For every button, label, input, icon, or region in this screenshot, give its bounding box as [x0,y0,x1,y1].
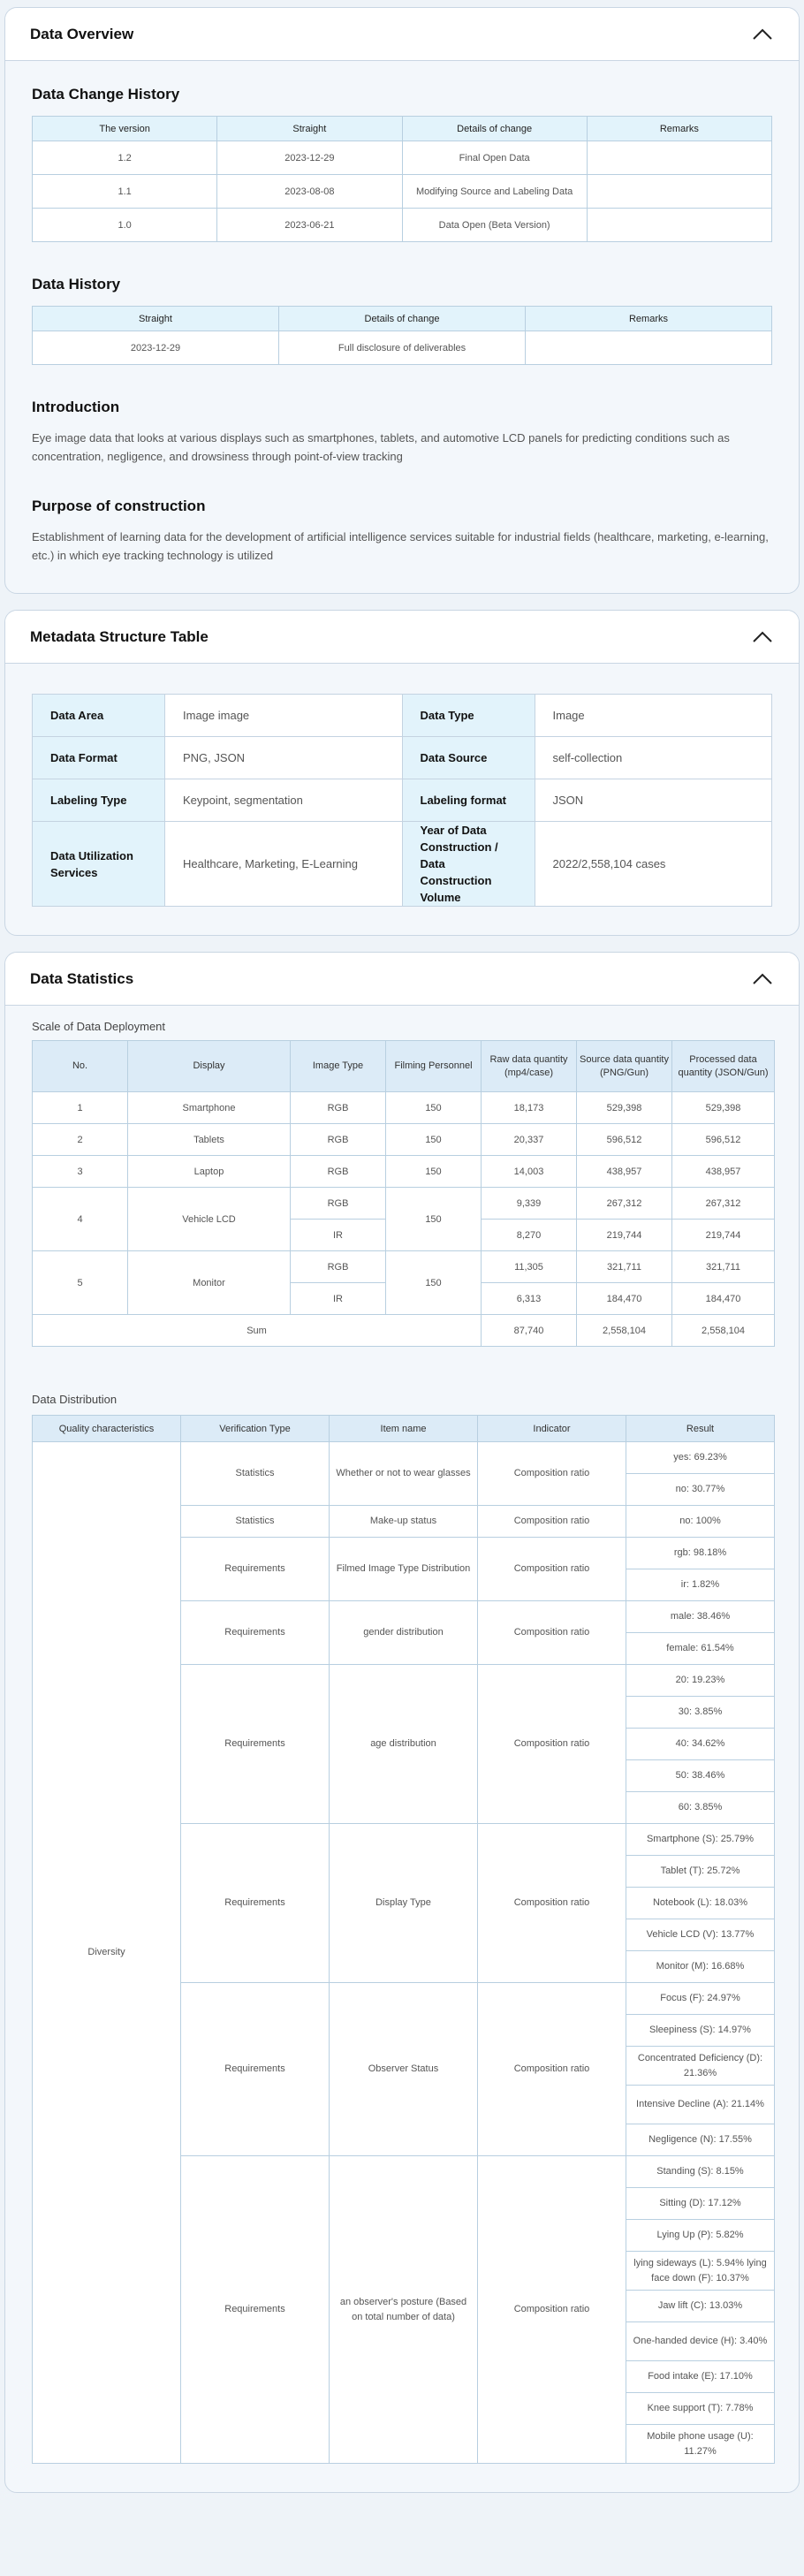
table-cell: 1.0 [33,209,217,242]
history-table [32,306,772,365]
result-value: ir: 1.82% [626,1569,775,1601]
metadata-value: self-collection [535,737,772,779]
result-value: Sleepiness (S): 14.97% [626,2015,775,2047]
column-header: Remarks [587,117,771,141]
table-row [33,1442,775,1474]
result-value: lying sideways (L): 5.94% lying face down (F): 10.37% [626,2252,775,2291]
processed-quantity: 596,512 [672,1124,775,1156]
scale-caption: Scale of Data Deployment [32,1020,166,1033]
image-type: RGB [291,1188,386,1220]
display-name: Tablets [128,1124,291,1156]
source-quantity: 529,398 [577,1092,672,1124]
data-statistics-body [5,1006,799,2492]
processed-quantity: 184,470 [672,1283,775,1315]
table-cell: Modifying Source and Labeling Data [402,175,587,209]
metadata-key: Labeling Type [33,779,165,822]
result-value: Mobile phone usage (U): 11.27% [626,2425,775,2464]
scale-table [32,1040,775,1347]
column-header: Raw data quantity (mp4/case) [482,1041,577,1092]
image-type: RGB [291,1124,386,1156]
table-cell: 2023-12-29 [217,141,402,175]
result-value: Intensive Decline (A): 21.14% [626,2086,775,2124]
metadata-panel [4,610,800,936]
row-number: 1 [33,1092,128,1124]
column-header: Filming Personnel [386,1041,482,1092]
table-cell: Data Open (Beta Version) [402,209,587,242]
column-header: Details of change [402,117,587,141]
indicator: Composition ratio [478,2156,626,2464]
result-value: Food intake (E): 17.10% [626,2361,775,2393]
row-number: 4 [33,1188,128,1251]
indicator: Composition ratio [478,1506,626,1538]
item-name: an observer's posture (Based on total number of data) [330,2156,478,2464]
filming-personnel: 150 [386,1251,482,1315]
metadata-table [32,694,772,907]
indicator: Composition ratio [478,1983,626,2156]
column-header: The version [33,117,217,141]
chevron-up-icon[interactable] [751,628,774,646]
metadata-value: Image [535,695,772,737]
filming-personnel: 150 [386,1188,482,1251]
column-header: Result [626,1416,775,1442]
column-header: Processed data quantity (JSON/Gun) [672,1041,775,1092]
item-name: Filmed Image Type Distribution [330,1538,478,1601]
result-value: yes: 69.23% [626,1442,775,1474]
verification-type: Requirements [181,1538,330,1601]
indicator: Composition ratio [478,1824,626,1983]
result-value: Smartphone (S): 25.79% [626,1824,775,1856]
indicator: Composition ratio [478,1601,626,1665]
source-quantity: 321,711 [577,1251,672,1283]
metadata-row [33,779,772,822]
item-name: age distribution [330,1665,478,1824]
change-history-title: Data Change History [32,86,180,103]
change-history-table [32,116,772,242]
metadata-key: Labeling format [402,779,535,822]
column-header: Details of change [279,307,526,331]
processed-quantity: 321,711 [672,1251,775,1283]
processed-quantity: 267,312 [672,1188,775,1220]
image-type: RGB [291,1092,386,1124]
panel-title: Data Overview [30,25,134,42]
column-header: Remarks [526,307,772,331]
data-overview-header[interactable] [5,8,799,61]
metadata-body [5,664,799,935]
indicator: Composition ratio [478,1442,626,1506]
result-value: 50: 38.46% [626,1760,775,1792]
column-header: Item name [330,1416,478,1442]
metadata-value: Keypoint, segmentation [165,779,403,822]
result-value: Vehicle LCD (V): 13.77% [626,1919,775,1951]
distribution-table [32,1415,775,2464]
column-header: No. [33,1041,128,1092]
row-number: 3 [33,1156,128,1188]
row-number: 5 [33,1251,128,1315]
image-type: RGB [291,1156,386,1188]
source-quantity: 184,470 [577,1283,672,1315]
column-header: Display [128,1041,291,1092]
column-header: Image Type [291,1041,386,1092]
verification-type: Requirements [181,1824,330,1983]
data-statistics-header[interactable] [5,953,799,1006]
item-name: Make-up status [330,1506,478,1538]
chevron-up-icon[interactable] [751,970,774,988]
panel-title: Data Statistics [30,969,134,987]
processed-quantity: 438,957 [672,1156,775,1188]
result-value: rgb: 98.18% [626,1538,775,1569]
indicator: Composition ratio [478,1538,626,1601]
metadata-value: Healthcare, Marketing, E-Learning [165,822,403,907]
image-type: RGB [291,1251,386,1283]
result-value: Lying Up (P): 5.82% [626,2220,775,2252]
table-row [33,209,772,242]
table-cell: 1.2 [33,141,217,175]
image-type: IR [291,1220,386,1251]
raw-quantity: 14,003 [482,1156,577,1188]
table-cell [587,209,771,242]
column-header: Verification Type [181,1416,330,1442]
result-value: Negligence (N): 17.55% [626,2124,775,2156]
purpose-title: Purpose of construction [32,498,206,514]
source-quantity: 219,744 [577,1220,672,1251]
result-value: Monitor (M): 16.68% [626,1951,775,1983]
result-value: female: 61.54% [626,1633,775,1665]
metadata-key: Data Format [33,737,165,779]
display-name: Monitor [128,1251,291,1315]
raw-quantity: 20,337 [482,1124,577,1156]
raw-quantity: 8,270 [482,1220,577,1251]
history-title: Data History [32,276,121,293]
result-value: Knee support (T): 7.78% [626,2393,775,2425]
table-cell: Final Open Data [402,141,587,175]
table-cell [587,175,771,209]
result-value: One-handed device (H): 3.40% [626,2322,775,2361]
table-row [33,175,772,209]
table-row [33,331,772,365]
table-cell: 2023-12-29 [33,331,279,365]
column-header: Straight [33,307,279,331]
data-statistics-panel [4,952,800,2493]
verification-type: Requirements [181,1983,330,2156]
display-name: Smartphone [128,1092,291,1124]
filming-personnel: 150 [386,1092,482,1124]
table-row [33,1092,775,1124]
verification-type: Statistics [181,1442,330,1506]
metadata-row [33,737,772,779]
sum-row [33,1315,775,1347]
chevron-up-icon[interactable] [751,26,774,43]
item-name: Whether or not to wear glasses [330,1442,478,1506]
metadata-value: JSON [535,779,772,822]
table-row [33,1188,775,1220]
processed-quantity: 219,744 [672,1220,775,1251]
panel-title: Metadata Structure Table [30,627,209,645]
display-name: Vehicle LCD [128,1188,291,1251]
item-name: Display Type [330,1824,478,1983]
raw-quantity: 18,173 [482,1092,577,1124]
data-overview-body [5,61,799,593]
result-value: Sitting (D): 17.12% [626,2188,775,2220]
raw-quantity: 9,339 [482,1188,577,1220]
table-row [33,1251,775,1283]
raw-quantity: 11,305 [482,1251,577,1283]
verification-type: Requirements [181,1601,330,1665]
column-header: Source data quantity (PNG/Gun) [577,1041,672,1092]
result-value: Notebook (L): 18.03% [626,1888,775,1919]
column-header: Straight [217,117,402,141]
metadata-key: Data Type [402,695,535,737]
sum-label: Sum [33,1315,482,1347]
metadata-header[interactable] [5,611,799,664]
distribution-caption: Data Distribution [32,1393,118,1406]
filming-personnel: 150 [386,1124,482,1156]
item-name: gender distribution [330,1601,478,1665]
verification-type: Requirements [181,1665,330,1824]
table-row [33,141,772,175]
sum-processed: 2,558,104 [672,1315,775,1347]
result-value: Jaw lift (C): 13.03% [626,2291,775,2322]
result-value: 30: 3.85% [626,1697,775,1729]
result-value: no: 30.77% [626,1474,775,1506]
display-name: Laptop [128,1156,291,1188]
indicator: Composition ratio [478,1665,626,1824]
source-quantity: 438,957 [577,1156,672,1188]
metadata-key: Data Area [33,695,165,737]
result-value: Tablet (T): 25.72% [626,1856,775,1888]
metadata-row [33,822,772,907]
sum-source: 2,558,104 [577,1315,672,1347]
result-value: 60: 3.85% [626,1792,775,1824]
quality-characteristic: Diversity [33,1442,181,2464]
raw-quantity: 6,313 [482,1283,577,1315]
introduction-title: Introduction [32,399,120,415]
processed-quantity: 529,398 [672,1092,775,1124]
result-value: Concentrated Deficiency (D): 21.36% [626,2047,775,2086]
source-quantity: 267,312 [577,1188,672,1220]
result-value: 40: 34.62% [626,1729,775,1760]
metadata-row [33,695,772,737]
table-cell: Full disclosure of deliverables [279,331,526,365]
metadata-key: Year of Data Construction / Data Construction Volume [402,822,535,907]
result-value: Standing (S): 8.15% [626,2156,775,2188]
table-row [33,1156,775,1188]
table-cell [526,331,772,365]
metadata-key: Data Source [402,737,535,779]
metadata-key: Data Utilization Services [33,822,165,907]
table-cell [587,141,771,175]
metadata-value: Image image [165,695,403,737]
filming-personnel: 150 [386,1156,482,1188]
verification-type: Requirements [181,2156,330,2464]
result-value: 20: 19.23% [626,1665,775,1697]
table-cell: 2023-06-21 [217,209,402,242]
table-cell: 1.1 [33,175,217,209]
table-row [33,1124,775,1156]
purpose-text: Establishment of learning data for the development of artificial intelligence services suitable for industrial fields (healthcare, marketing, e-learning, etc.) in which eye tracking technology is utilized [32,530,769,562]
item-name: Observer Status [330,1983,478,2156]
table-cell: 2023-08-08 [217,175,402,209]
result-value: male: 38.46% [626,1601,775,1633]
result-value: no: 100% [626,1506,775,1538]
source-quantity: 596,512 [577,1124,672,1156]
column-header: Indicator [478,1416,626,1442]
metadata-value: PNG, JSON [165,737,403,779]
verification-type: Statistics [181,1506,330,1538]
image-type: IR [291,1283,386,1315]
metadata-value: 2022/2,558,104 cases [535,822,772,907]
row-number: 2 [33,1124,128,1156]
introduction-text: Eye image data that looks at various displays such as smartphones, tablets, and automotive LCD panels for predicting conditions such as concentration, negligence, and drowsiness through point-of-view tracking [32,431,730,463]
column-header: Quality characteristics [33,1416,181,1442]
result-value: Focus (F): 24.97% [626,1983,775,2015]
sum-raw: 87,740 [482,1315,577,1347]
data-overview-panel [4,7,800,594]
